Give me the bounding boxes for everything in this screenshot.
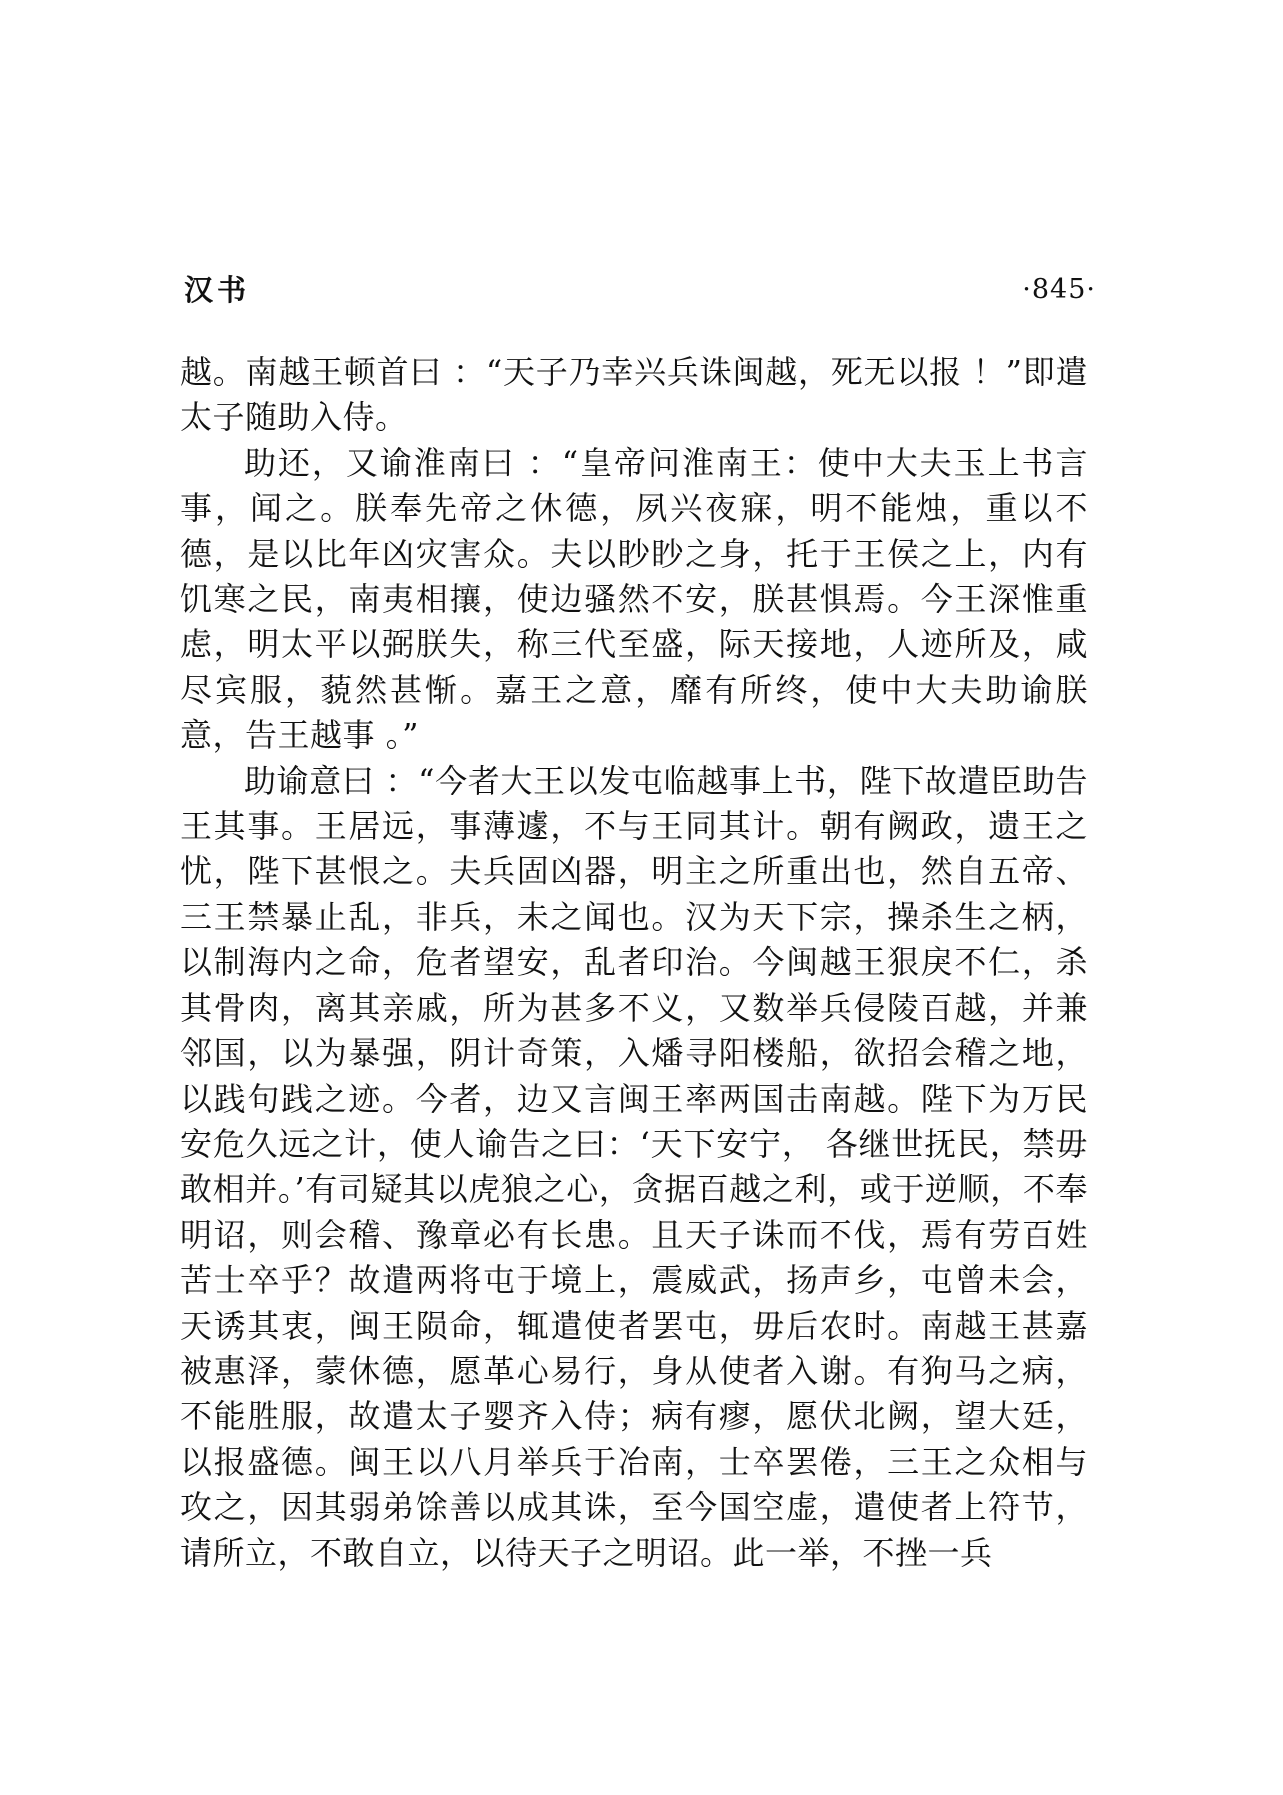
page-number: ·845· [1022, 274, 1096, 305]
paragraph-2: 助还，又谕淮南曰 ：“皇帝问淮南王：使中大夫玉上书言事，闻之。朕奉先帝之休德，夙兴夜寐，明不能烛，重以不德，是以比年凶灾害众。夫以眇眇之身，托于王侯之上，内有饥寒之民，南夷相攘，使边骚然不安，朕甚惧焉。今王深惟重虑，明太平以弼朕失，称三代至盛，际天接地，人迹所及，咸尽宾服，藐然甚惭。嘉王之意，靡有所终，使中大夫助谕朕意，告王越事 。” [180, 443, 1088, 755]
paragraph-1: 越。南越王顿首曰 ：“天子乃幸兴兵诛闽越，死无以报 ！”即遣太子随助入侍。 [180, 353, 1088, 437]
body-text [180, 350, 1088, 1576]
paragraph-3: 助谕意曰 ：“今者大王以发屯临越事上书，陛下故遣臣助告王其事。王居远，事薄遽，不与王同其计。朝有阙政，遗王之忧，陛下甚恨之。夫兵固凶器，明主之所重出也，然自五帝、三王禁暴止乱，非兵，未之闻也。汉为天下宗，操杀生之柄，以制海内之命，危者望安，乱者印治。今闽越王狠戾不仁，杀其骨肉，离其亲戚，所为甚多不义，又数举兵侵陵百越，并兼邻国，以为暴强，阴计奇策，入燔寻阳楼船，欲招会稽之地，以践句践之迹。今者，边又言闽王率两国击南越。陛下为万民安危久远之计，使人谕告之曰：‘天下安宁， 各继世抚民，禁毋敢相并。’有司疑其以虎狼之心，贪据百越之利，或于逆顺，不奉明诏，则会稽、豫章必有长患。且天子诛而不伐，焉有劳百姓苦士卒乎？故遣两将屯于境上，震威武，扬声乡，屯曾未会，天诱其衷，闽王陨命，辄遣使者罢屯，毋后农时。南越王甚嘉被惠泽，蒙休德，愿革心易行，身从使者入谢。有狗马之病，不能胜服，故遣太子婴齐入侍；病有瘳，愿伏北阙，望大廷，以报盛德。闽王以八月举兵于冶南，士卒罢倦，三王之众相与攻之，因其弱弟馀善以成其诛，至今国空虚，遣使者上符节，请所立，不敢自立，以待天子之明诏。此一举，不挫一兵 [180, 761, 1088, 1572]
book-title: 汉书 [184, 273, 251, 307]
page-header [184, 268, 1096, 312]
